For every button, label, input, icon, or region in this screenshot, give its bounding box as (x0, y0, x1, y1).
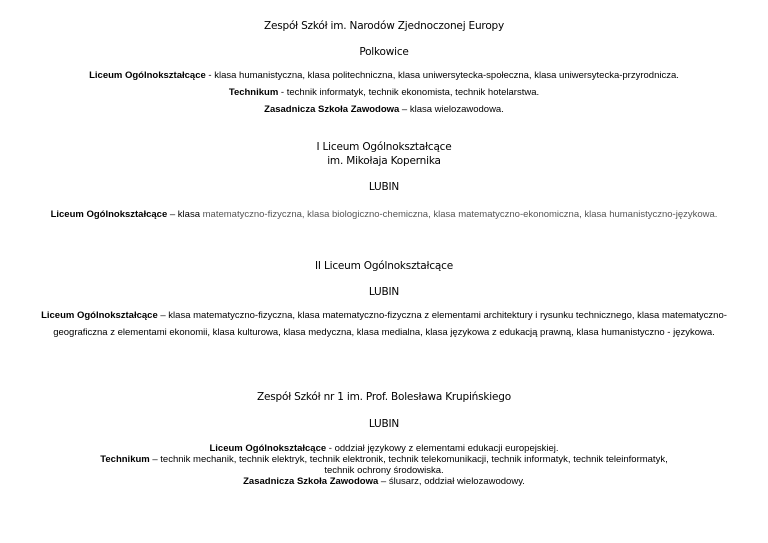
school-line (0, 465, 768, 476)
line-text: matematyczno-fizyczna, klasa biologiczno-chemiczna, klasa matematyczno-ekonomiczna, klasa humanistyczno-językowa. (202, 209, 718, 220)
school-title: I Liceum Ogólnokształcące (316, 141, 452, 153)
line-text: – technik mechanik, technik elektryk, technik elektronik, technik telekomunikacji, technik informatyk, technik teleinformatyk, (149, 454, 668, 465)
line-label: Liceum Ogólnokształcące (50, 209, 168, 220)
school-line (0, 443, 768, 454)
school-city: LUBIN (368, 286, 400, 298)
line-label: Liceum Ogólnokształcące (41, 310, 158, 321)
school-city: LUBIN (368, 181, 400, 193)
school-city: LUBIN (368, 418, 400, 430)
line-text: – klasa matematyczno-fizyczna, klasa matematyczno-fizyczna z elementami architektury i rysunku technicznego, klasa matematyczno- (157, 310, 727, 321)
school-line (0, 70, 768, 82)
line-label: Liceum Ogólnokształcące (89, 70, 206, 81)
school-line (0, 87, 768, 99)
school-line (0, 327, 768, 339)
school-subtitle: im. Mikołaja Kopernika (327, 155, 441, 167)
school-line (0, 310, 768, 322)
line-label: Technikum (228, 87, 279, 98)
school-city: Polkowice (359, 46, 409, 58)
line-label: Zasadnicza Szkoła Zawodowa (264, 104, 400, 115)
line-text: geograficzna z elementami ekonomii, klasa kulturowa, klasa medyczna, klasa medialna, klasa językowa z edukacją prawną, klasa humanistyczno - językowa. (53, 327, 715, 338)
school-line (0, 476, 768, 487)
line-label: Zasadnicza Szkoła Zawodowa (243, 476, 379, 487)
line-text: – klasa wielozawodowa. (399, 104, 504, 115)
line-text: - technik informatyk, technik ekonomista, technik hotelarstwa. (278, 87, 540, 98)
school-title: Zespół Szkół im. Narodów Zjednoczonej Europy (263, 20, 505, 32)
school-title: Zespół Szkół nr 1 im. Prof. Bolesława Krupińskiego (257, 391, 511, 403)
school-line (0, 209, 768, 221)
line-text: - oddział językowy z elementami edukacji europejskiej. (326, 443, 559, 454)
line-text: – ślusarz, oddział wielozawodowy. (378, 476, 525, 487)
line-label: Liceum Ogólnokształcące (209, 443, 327, 454)
school-title: II Liceum Ogólnokształcące (315, 260, 453, 272)
line-text: – klasa (167, 209, 203, 220)
school-line (0, 454, 768, 465)
school-line (0, 104, 768, 116)
line-label: Technikum (100, 454, 150, 465)
line-text: - klasa humanistyczna, klasa politechniczna, klasa uniwersytecka-społeczna, klasa uniwersytecka-przyrodnicza. (205, 70, 679, 81)
line-text: technik ochrony środowiska. (324, 465, 444, 476)
